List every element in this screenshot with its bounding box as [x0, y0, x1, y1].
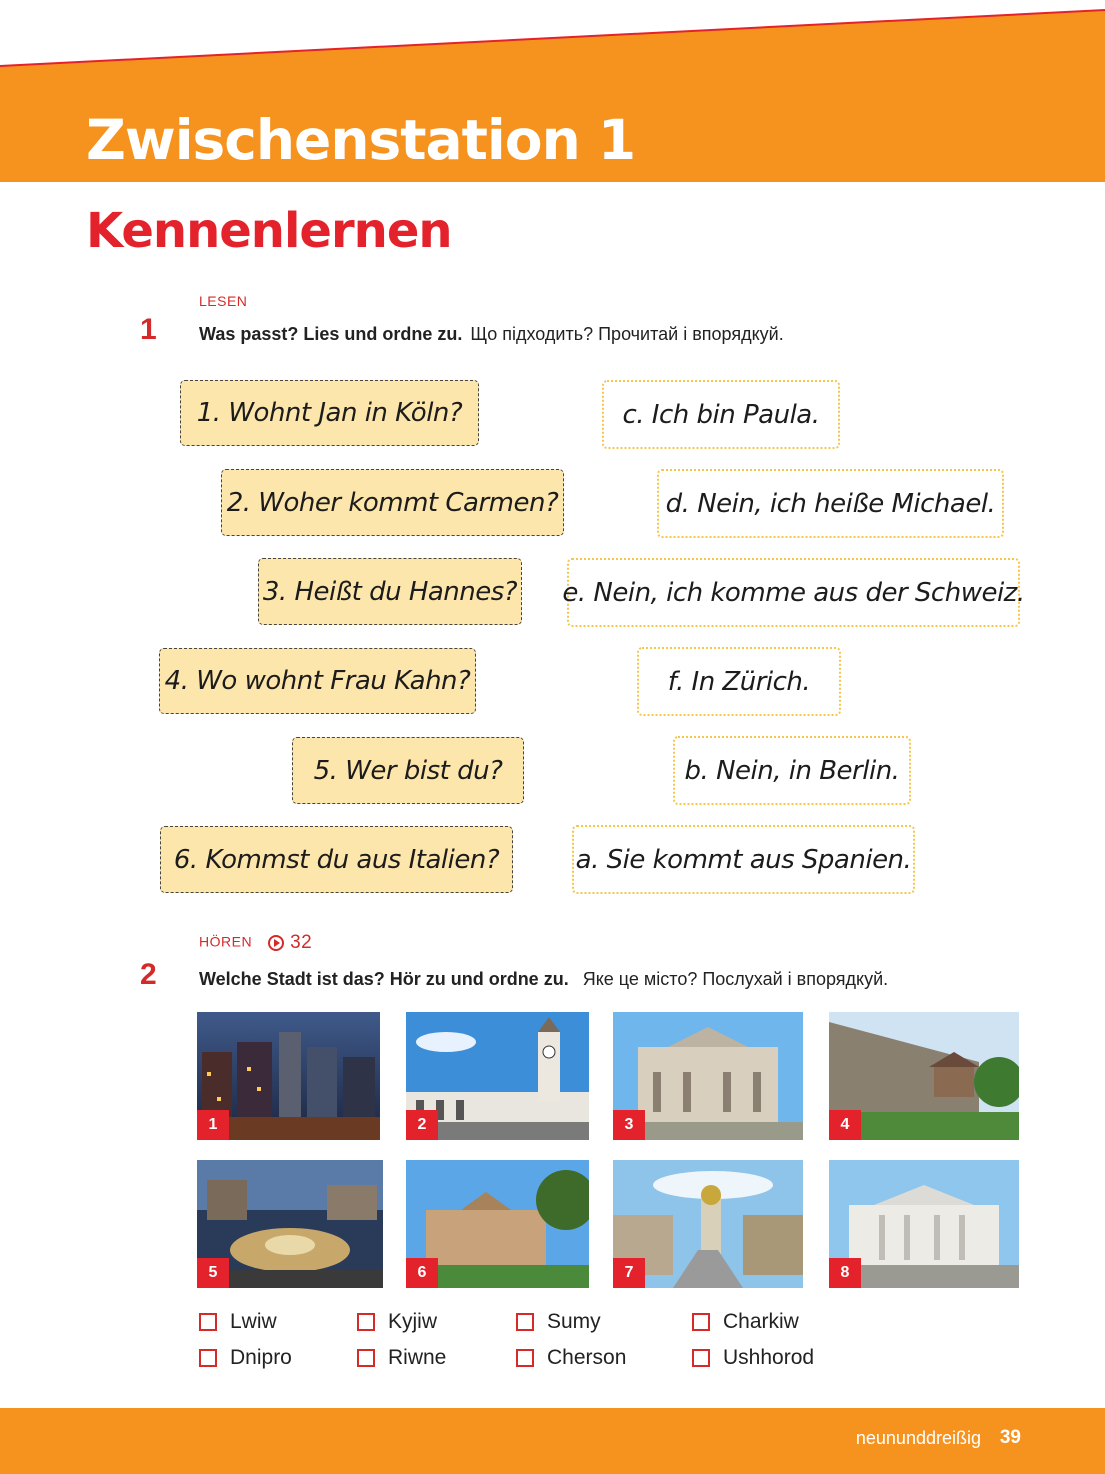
checkbox[interactable]: [199, 1349, 217, 1367]
exercise2-skill-row: [199, 932, 312, 954]
option-label: Ushhorod: [723, 1346, 815, 1369]
photo-number-5: 5: [197, 1258, 229, 1288]
city-photo-7: [613, 1160, 803, 1288]
checkbox[interactable]: [357, 1313, 375, 1331]
option-lwiw[interactable]: [199, 1310, 277, 1334]
option-dnipro[interactable]: [199, 1346, 292, 1370]
option-charkiw[interactable]: [692, 1310, 799, 1334]
exercise2-instruction: [199, 969, 888, 990]
exercise1-skill: LESEN: [199, 293, 248, 309]
answer-card-e[interactable]: e. Nein, ich komme aus der Schweiz.: [567, 558, 1020, 627]
photo-number-2: 2: [406, 1110, 438, 1140]
page-number-word: neununddreißig: [855, 1428, 981, 1448]
exercise2-instruction-text: Welche Stadt ist das? Hör zu und ordne zu.: [199, 969, 569, 989]
city-photo-6: [406, 1160, 589, 1288]
option-label: Charkiw: [723, 1310, 799, 1333]
exercise2-translation: Яке це місто? Послухай і впорядкуй.: [582, 969, 889, 989]
unit-title: Zwischenstation 1: [86, 108, 636, 172]
page-number: 39: [999, 1427, 1021, 1448]
exercise1-instruction: [199, 324, 784, 345]
exercise1-translation: Що підходить? Прочитай і впорядкуй.: [470, 324, 784, 344]
exercise1-number: 1: [140, 313, 157, 346]
question-card-1[interactable]: 1. Wohnt Jan in Köln?: [180, 380, 479, 446]
photo-number-8: 8: [829, 1258, 861, 1288]
photo-number-7: 7: [613, 1258, 645, 1288]
checkbox[interactable]: [516, 1349, 534, 1367]
answer-card-c[interactable]: c. Ich bin Paula.: [602, 380, 840, 449]
checkbox[interactable]: [357, 1349, 375, 1367]
option-riwne[interactable]: [357, 1346, 446, 1370]
exercise2-skill: HÖREN: [199, 933, 253, 950]
option-label: Riwne: [388, 1346, 447, 1369]
photo-number-1: 1: [197, 1110, 229, 1140]
answer-card-b[interactable]: b. Nein, in Berlin.: [673, 736, 911, 805]
option-cherson[interactable]: [516, 1346, 626, 1370]
photo-number-4: 4: [829, 1110, 861, 1140]
city-photo-1: [197, 1012, 380, 1140]
option-label: Cherson: [547, 1346, 627, 1369]
answer-card-d[interactable]: d. Nein, ich heiße Michael.: [657, 469, 1004, 538]
city-photo-4: [829, 1012, 1019, 1140]
city-photo-2: [406, 1012, 589, 1140]
city-photo-5: [197, 1160, 383, 1288]
footer-band: [0, 1408, 1105, 1474]
city-photo-8: [829, 1160, 1019, 1288]
checkbox[interactable]: [199, 1313, 217, 1331]
option-label: Sumy: [547, 1310, 601, 1333]
question-card-4[interactable]: 4. Wo wohnt Frau Kahn?: [159, 648, 476, 714]
city-photo-3: [613, 1012, 803, 1140]
answer-card-f[interactable]: f. In Zürich.: [637, 647, 841, 716]
audio-track-number[interactable]: 32: [290, 932, 313, 953]
photo-number-3: 3: [613, 1110, 645, 1140]
question-card-6[interactable]: 6. Kommst du aus Italien?: [160, 826, 513, 893]
option-label: Kyjiw: [388, 1310, 438, 1333]
question-card-5[interactable]: 5. Wer bist du?: [292, 737, 524, 804]
checkbox[interactable]: [516, 1313, 534, 1331]
photo-number-6: 6: [406, 1258, 438, 1288]
play-circle-icon[interactable]: [268, 935, 284, 951]
section-title: Kennenlernen: [86, 203, 452, 259]
option-kyjiw[interactable]: [357, 1310, 437, 1334]
option-ushhorod[interactable]: [692, 1346, 814, 1370]
checkbox[interactable]: [692, 1313, 710, 1331]
option-label: Dnipro: [230, 1346, 292, 1369]
exercise2-number: 2: [140, 958, 157, 991]
question-card-2[interactable]: 2. Woher kommt Carmen?: [221, 469, 564, 536]
answer-card-a[interactable]: a. Sie kommt aus Spanien.: [572, 825, 915, 894]
option-sumy[interactable]: [516, 1310, 601, 1334]
option-label: Lwiw: [230, 1310, 277, 1333]
checkbox[interactable]: [692, 1349, 710, 1367]
exercise1-instruction-text: Was passt? Lies und ordne zu.: [199, 324, 463, 344]
question-card-3[interactable]: 3. Heißt du Hannes?: [258, 558, 522, 625]
